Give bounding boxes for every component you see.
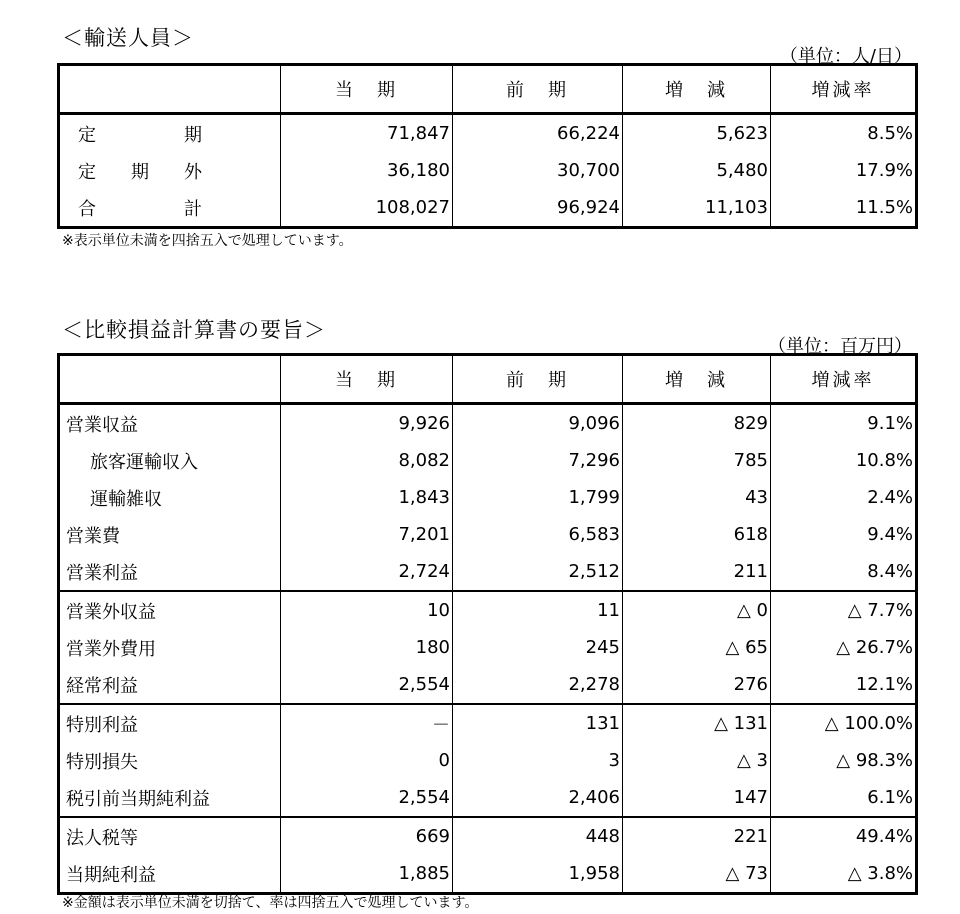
cell-rate: 17.9%: [771, 152, 917, 189]
cell-change: 11,103: [623, 189, 771, 228]
header-blank: [59, 65, 281, 114]
cell-previous: 6,583: [453, 516, 623, 553]
cell-change: 43: [623, 479, 771, 516]
table-row: [59, 442, 917, 479]
row-label: 特別損失: [59, 742, 281, 779]
row-label: 税引前当期純利益: [59, 779, 281, 817]
table-row: [59, 553, 917, 591]
row-label: 旅客運輸収入: [59, 442, 281, 479]
cell-change: 221: [623, 817, 771, 855]
cell-current: 9,926: [281, 404, 453, 443]
cell-change: 785: [623, 442, 771, 479]
cell-previous: 2,278: [453, 666, 623, 704]
header-change: 増 減: [623, 355, 771, 404]
header-blank: [59, 355, 281, 404]
cell-rate: 49.4%: [771, 817, 917, 855]
income-statement-title: ＜比較損益計算書の要旨＞: [62, 318, 326, 342]
cell-previous: 2,512: [453, 553, 623, 591]
row-label: 営業収益: [59, 404, 281, 443]
cell-rate: △ 98.3%: [771, 742, 917, 779]
cell-change: △ 3: [623, 742, 771, 779]
income-statement-unit: （単位：百万円）: [768, 336, 912, 357]
cell-previous: 66,224: [453, 114, 623, 153]
cell-change: 829: [623, 404, 771, 443]
header-change-rate: 増減率: [771, 355, 917, 404]
cell-previous: 11: [453, 591, 623, 629]
cell-current: 7,201: [281, 516, 453, 553]
cell-change: △ 65: [623, 629, 771, 666]
cell-rate: 8.4%: [771, 553, 917, 591]
cell-rate: 12.1%: [771, 666, 917, 704]
cell-change: △ 131: [623, 704, 771, 742]
cell-change: △ 0: [623, 591, 771, 629]
cell-change: 276: [623, 666, 771, 704]
cell-current: 2,554: [281, 779, 453, 817]
cell-change: 5,623: [623, 114, 771, 153]
header-current: 当 期: [281, 65, 453, 114]
cell-current: 8,082: [281, 442, 453, 479]
cell-change: △ 73: [623, 855, 771, 894]
table-row: [59, 189, 917, 228]
row-label: 経常利益: [59, 666, 281, 704]
cell-previous: 1,958: [453, 855, 623, 894]
header-change: 増 減: [623, 65, 771, 114]
row-label: 合 計: [59, 189, 281, 228]
header-change-rate: 増減率: [771, 65, 917, 114]
cell-rate: △ 100.0%: [771, 704, 917, 742]
cell-previous: 448: [453, 817, 623, 855]
cell-previous: 245: [453, 629, 623, 666]
cell-rate: △ 7.7%: [771, 591, 917, 629]
header-previous: 前 期: [453, 65, 623, 114]
table-row: [59, 704, 917, 742]
income-statement-table: [57, 353, 918, 895]
cell-rate: 8.5%: [771, 114, 917, 153]
table-row: [59, 855, 917, 894]
cell-rate: 11.5%: [771, 189, 917, 228]
cell-current: 1,885: [281, 855, 453, 894]
income-statement-footnote: ※金額は表示単位未満を切捨て、率は四捨五入で処理しています。: [62, 895, 479, 911]
cell-change: 147: [623, 779, 771, 817]
ridership-table: [57, 63, 918, 229]
row-label: 営業外費用: [59, 629, 281, 666]
ridership-footnote: ※表示単位未満を四捨五入で処理しています。: [62, 233, 353, 249]
cell-change: 211: [623, 553, 771, 591]
cell-current: 108,027: [281, 189, 453, 228]
cell-previous: 30,700: [453, 152, 623, 189]
table-row: [59, 404, 917, 443]
table-row: [59, 591, 917, 629]
row-label: 法人税等: [59, 817, 281, 855]
ridership-title: ＜輸送人員＞: [62, 26, 194, 50]
cell-rate: 9.4%: [771, 516, 917, 553]
cell-change: 5,480: [623, 152, 771, 189]
table-row: [59, 479, 917, 516]
table-row: [59, 152, 917, 189]
row-label: 当期純利益: [59, 855, 281, 894]
cell-previous: 2,406: [453, 779, 623, 817]
table-row: [59, 742, 917, 779]
row-label: 定 期 外: [59, 152, 281, 189]
cell-previous: 96,924: [453, 189, 623, 228]
table-row: [59, 779, 917, 817]
cell-previous: 7,296: [453, 442, 623, 479]
cell-rate: △ 3.8%: [771, 855, 917, 894]
cell-current: 36,180: [281, 152, 453, 189]
table-row: [59, 666, 917, 704]
cell-current: 2,724: [281, 553, 453, 591]
cell-current: 2,554: [281, 666, 453, 704]
table-header-row: [59, 355, 917, 404]
row-label: 定 期: [59, 114, 281, 153]
cell-rate: 9.1%: [771, 404, 917, 443]
ridership-unit: （単位：人/日）: [779, 46, 912, 67]
row-label: 特別利益: [59, 704, 281, 742]
cell-previous: 3: [453, 742, 623, 779]
header-previous: 前 期: [453, 355, 623, 404]
row-label: 営業利益: [59, 553, 281, 591]
cell-change: 618: [623, 516, 771, 553]
cell-current: 669: [281, 817, 453, 855]
header-current: 当 期: [281, 355, 453, 404]
row-label: 運輸雑収: [59, 479, 281, 516]
cell-current: 10: [281, 591, 453, 629]
table-row: [59, 516, 917, 553]
cell-rate: 2.4%: [771, 479, 917, 516]
table-row: [59, 114, 917, 153]
table-header-row: [59, 65, 917, 114]
cell-rate: 6.1%: [771, 779, 917, 817]
cell-previous: 1,799: [453, 479, 623, 516]
cell-current: 180: [281, 629, 453, 666]
cell-current: －: [281, 704, 453, 742]
cell-current: 1,843: [281, 479, 453, 516]
cell-rate: △ 26.7%: [771, 629, 917, 666]
cell-rate: 10.8%: [771, 442, 917, 479]
row-label: 営業外収益: [59, 591, 281, 629]
table-row: [59, 629, 917, 666]
cell-previous: 9,096: [453, 404, 623, 443]
cell-current: 71,847: [281, 114, 453, 153]
row-label: 営業費: [59, 516, 281, 553]
cell-current: 0: [281, 742, 453, 779]
table-row: [59, 817, 917, 855]
cell-previous: 131: [453, 704, 623, 742]
